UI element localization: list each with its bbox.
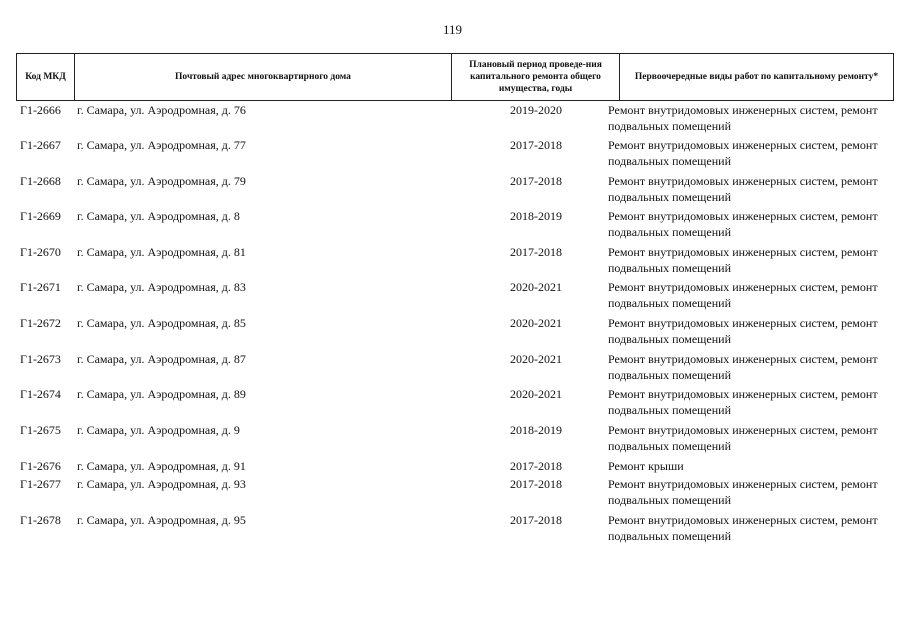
cell-code: Г1-2668	[20, 174, 61, 188]
cell-period: 2017-2018	[510, 138, 562, 152]
cell-code: Г1-2673	[20, 352, 61, 366]
cell-period: 2019-2020	[510, 103, 562, 117]
cell-period: 2017-2018	[510, 477, 562, 491]
cell-works: Ремонт внутридомовых инженерных систем, ремонт подвальных помещений	[608, 138, 878, 168]
cell-code: Г1-2667	[20, 138, 61, 152]
cell-works: Ремонт внутридомовых инженерных систем, ремонт подвальных помещений	[608, 316, 878, 346]
cell-period: 2017-2018	[510, 459, 562, 473]
cell-address: г. Самара, ул. Аэродромная, д. 95	[77, 513, 246, 527]
cell-period: 2020-2021	[510, 280, 562, 294]
cell-period: 2017-2018	[510, 245, 562, 259]
cell-works: Ремонт внутридомовых инженерных систем, ремонт подвальных помещений	[608, 280, 878, 310]
cell-address: г. Самара, ул. Аэродромная, д. 93	[77, 477, 246, 491]
cell-address: г. Самара, ул. Аэродромная, д. 89	[77, 387, 246, 401]
cell-code: Г1-2666	[20, 103, 61, 117]
cell-code: Г1-2676	[20, 459, 61, 473]
cell-address: г. Самара, ул. Аэродромная, д. 81	[77, 245, 246, 259]
page-number: 119	[442, 22, 463, 37]
cell-address: г. Самара, ул. Аэродромная, д. 8	[77, 209, 240, 223]
cell-address: г. Самара, ул. Аэродромная, д. 83	[77, 280, 246, 294]
cell-works: Ремонт внутридомовых инженерных систем, ремонт подвальных помещений	[608, 103, 878, 133]
cell-works: Ремонт внутридомовых инженерных систем, ремонт подвальных помещений	[608, 209, 878, 239]
cell-works: Ремонт крыши	[608, 459, 684, 473]
cell-address: г. Самара, ул. Аэродромная, д. 9	[77, 423, 240, 437]
cell-address: г. Самара, ул. Аэродромная, д. 91	[77, 459, 246, 473]
cell-address: г. Самара, ул. Аэродромная, д. 87	[77, 352, 246, 366]
cell-period: 2020-2021	[510, 316, 562, 330]
header-works: Первоочередные виды работ по капитальному ремонту*	[619, 54, 894, 100]
cell-period: 2017-2018	[510, 174, 562, 188]
cell-works: Ремонт внутридомовых инженерных систем, ремонт подвальных помещений	[608, 477, 878, 507]
cell-period: 2020-2021	[510, 352, 562, 366]
cell-address: г. Самара, ул. Аэродромная, д. 79	[77, 174, 246, 188]
cell-address: г. Самара, ул. Аэродромная, д. 77	[77, 138, 246, 152]
table-header	[16, 53, 894, 101]
cell-period: 2020-2021	[510, 387, 562, 401]
cell-works: Ремонт внутридомовых инженерных систем, ремонт подвальных помещений	[608, 387, 878, 417]
header-period: Плановый период проведе-ния капитального ремонта общего имущества, годы	[451, 54, 619, 100]
cell-code: Г1-2675	[20, 423, 61, 437]
cell-code: Г1-2669	[20, 209, 61, 223]
cell-period: 2018-2019	[510, 209, 562, 223]
cell-code: Г1-2677	[20, 477, 61, 491]
cell-works: Ремонт внутридомовых инженерных систем, ремонт подвальных помещений	[608, 174, 878, 204]
header-address: Почтовый адрес многоквартирного дома	[74, 54, 451, 100]
cell-code: Г1-2672	[20, 316, 61, 330]
header-code: Код МКД	[16, 54, 74, 100]
cell-works: Ремонт внутридомовых инженерных систем, ремонт подвальных помещений	[608, 513, 878, 543]
cell-address: г. Самара, ул. Аэродромная, д. 85	[77, 316, 246, 330]
cell-works: Ремонт внутридомовых инженерных систем, ремонт подвальных помещений	[608, 245, 878, 275]
cell-works: Ремонт внутридомовых инженерных систем, ремонт подвальных помещений	[608, 352, 878, 382]
cell-period: 2017-2018	[510, 513, 562, 527]
cell-code: Г1-2671	[20, 280, 61, 294]
cell-works: Ремонт внутридомовых инженерных систем, ремонт подвальных помещений	[608, 423, 878, 453]
cell-code: Г1-2674	[20, 387, 61, 401]
cell-code: Г1-2670	[20, 245, 61, 259]
cell-address: г. Самара, ул. Аэродромная, д. 76	[77, 103, 246, 117]
cell-code: Г1-2678	[20, 513, 61, 527]
cell-period: 2018-2019	[510, 423, 562, 437]
